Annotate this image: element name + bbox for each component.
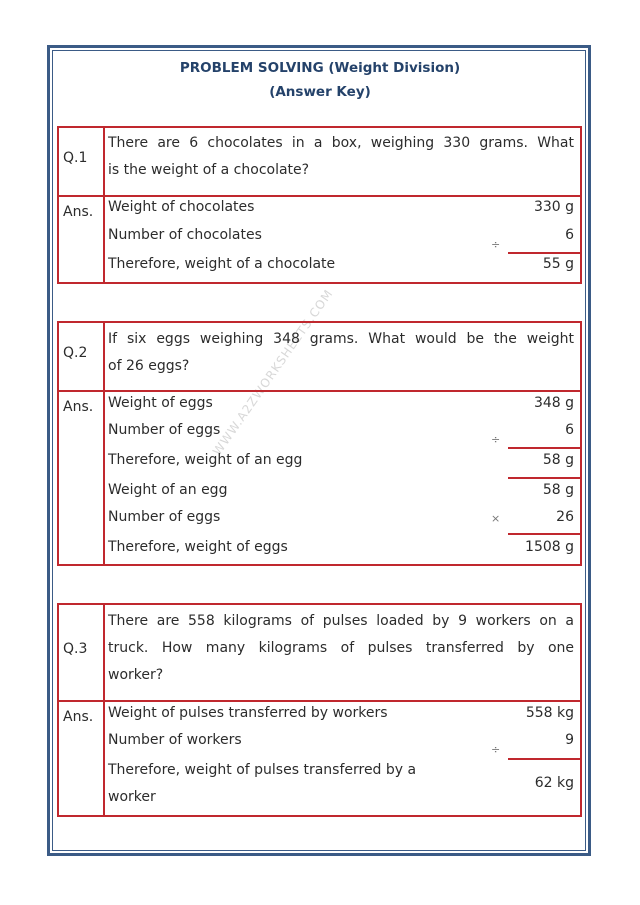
question-3-line-1: There are 558 kilograms of pulses loaded by 9 workers on a <box>108 613 574 629</box>
answer-3-row-3-label: Therefore, weight of pulses transferred by a <box>108 762 417 778</box>
answer-1-row-2-label: Number of chocolates <box>108 227 262 243</box>
answer-2-row-4-label: Weight of an egg <box>108 482 228 498</box>
answer-1-label: Ans. <box>63 204 94 220</box>
result-underline <box>508 477 580 479</box>
row-divider <box>59 195 580 197</box>
column-divider <box>103 128 105 282</box>
question-3-text <box>108 608 574 689</box>
divide-icon: ÷ <box>491 743 501 756</box>
answer-1-row-1-label: Weight of chocolates <box>108 199 255 215</box>
question-3-number: Q.3 <box>63 641 88 657</box>
sum-line <box>508 252 580 254</box>
question-2-number: Q.2 <box>63 345 88 361</box>
answer-2-row-3-label: Therefore, weight of an egg <box>108 452 303 468</box>
row-divider <box>59 390 580 392</box>
sum-line <box>508 758 580 760</box>
divide-icon: ÷ <box>491 238 501 251</box>
answer-3-row-1-label: Weight of pulses transferred by workers <box>108 705 388 721</box>
question-1-line-2: is the weight of a chocolate? <box>108 162 310 178</box>
question-1-number: Q.1 <box>63 150 88 166</box>
answer-2-row-6-value: 1508 g <box>525 539 574 555</box>
question-2-line-2: of 26 eggs? <box>108 358 190 374</box>
question-2-text <box>108 326 574 380</box>
question-3-line-2: truck. How many kilograms of pulses transferred by one <box>108 640 574 656</box>
answer-2-row-6-label: Therefore, weight of eggs <box>108 539 288 555</box>
answer-2-row-2-label: Number of eggs <box>108 422 221 438</box>
question-2-line-1: If six eggs weighing 348 grams. What would be the weight <box>108 331 574 347</box>
question-1-text <box>108 130 574 184</box>
answer-3-row-2-label: Number of workers <box>108 732 242 748</box>
answer-2-row-5-label: Number of eggs <box>108 509 221 525</box>
answer-3-row-3-label-cont: worker <box>108 789 156 805</box>
answer-2-label: Ans. <box>63 399 94 415</box>
answer-2-row-2-value: 6 <box>565 422 574 438</box>
answer-2-row-4-value: 58 g <box>542 482 574 498</box>
answer-2-row-1-value: 348 g <box>533 395 574 411</box>
answer-3-label: Ans. <box>63 709 94 725</box>
sum-line <box>508 533 580 535</box>
watermark: WWW.A2ZWORKSHEETS.COM <box>210 286 336 459</box>
column-divider <box>103 323 105 564</box>
answer-1-row-3-value: 55 g <box>542 256 574 272</box>
answer-2-row-3-value: 58 g <box>542 452 574 468</box>
answer-3-row-2-value: 9 <box>565 732 574 748</box>
question-1-line-1: There are 6 chocolates in a box, weighing 330 grams. What <box>108 135 574 151</box>
answer-2-row-1-label: Weight of eggs <box>108 395 213 411</box>
column-divider <box>103 605 105 815</box>
sum-line <box>508 447 580 449</box>
multiply-icon: × <box>491 512 501 525</box>
divide-icon: ÷ <box>491 433 501 446</box>
question-3-line-3: worker? <box>108 667 164 683</box>
answer-3-row-1-value: 558 kg <box>525 705 574 721</box>
row-divider <box>59 700 580 702</box>
page-subtitle: (Answer Key) <box>269 84 371 100</box>
answer-1-row-2-value: 6 <box>565 227 574 243</box>
answer-1-row-1-value: 330 g <box>533 199 574 215</box>
answer-1-row-3-label: Therefore, weight of a chocolate <box>108 256 336 272</box>
answer-3-row-3-value: 62 kg <box>534 775 574 791</box>
answer-2-row-5-value: 26 <box>556 509 574 525</box>
page-title: PROBLEM SOLVING (Weight Division) <box>179 60 461 76</box>
